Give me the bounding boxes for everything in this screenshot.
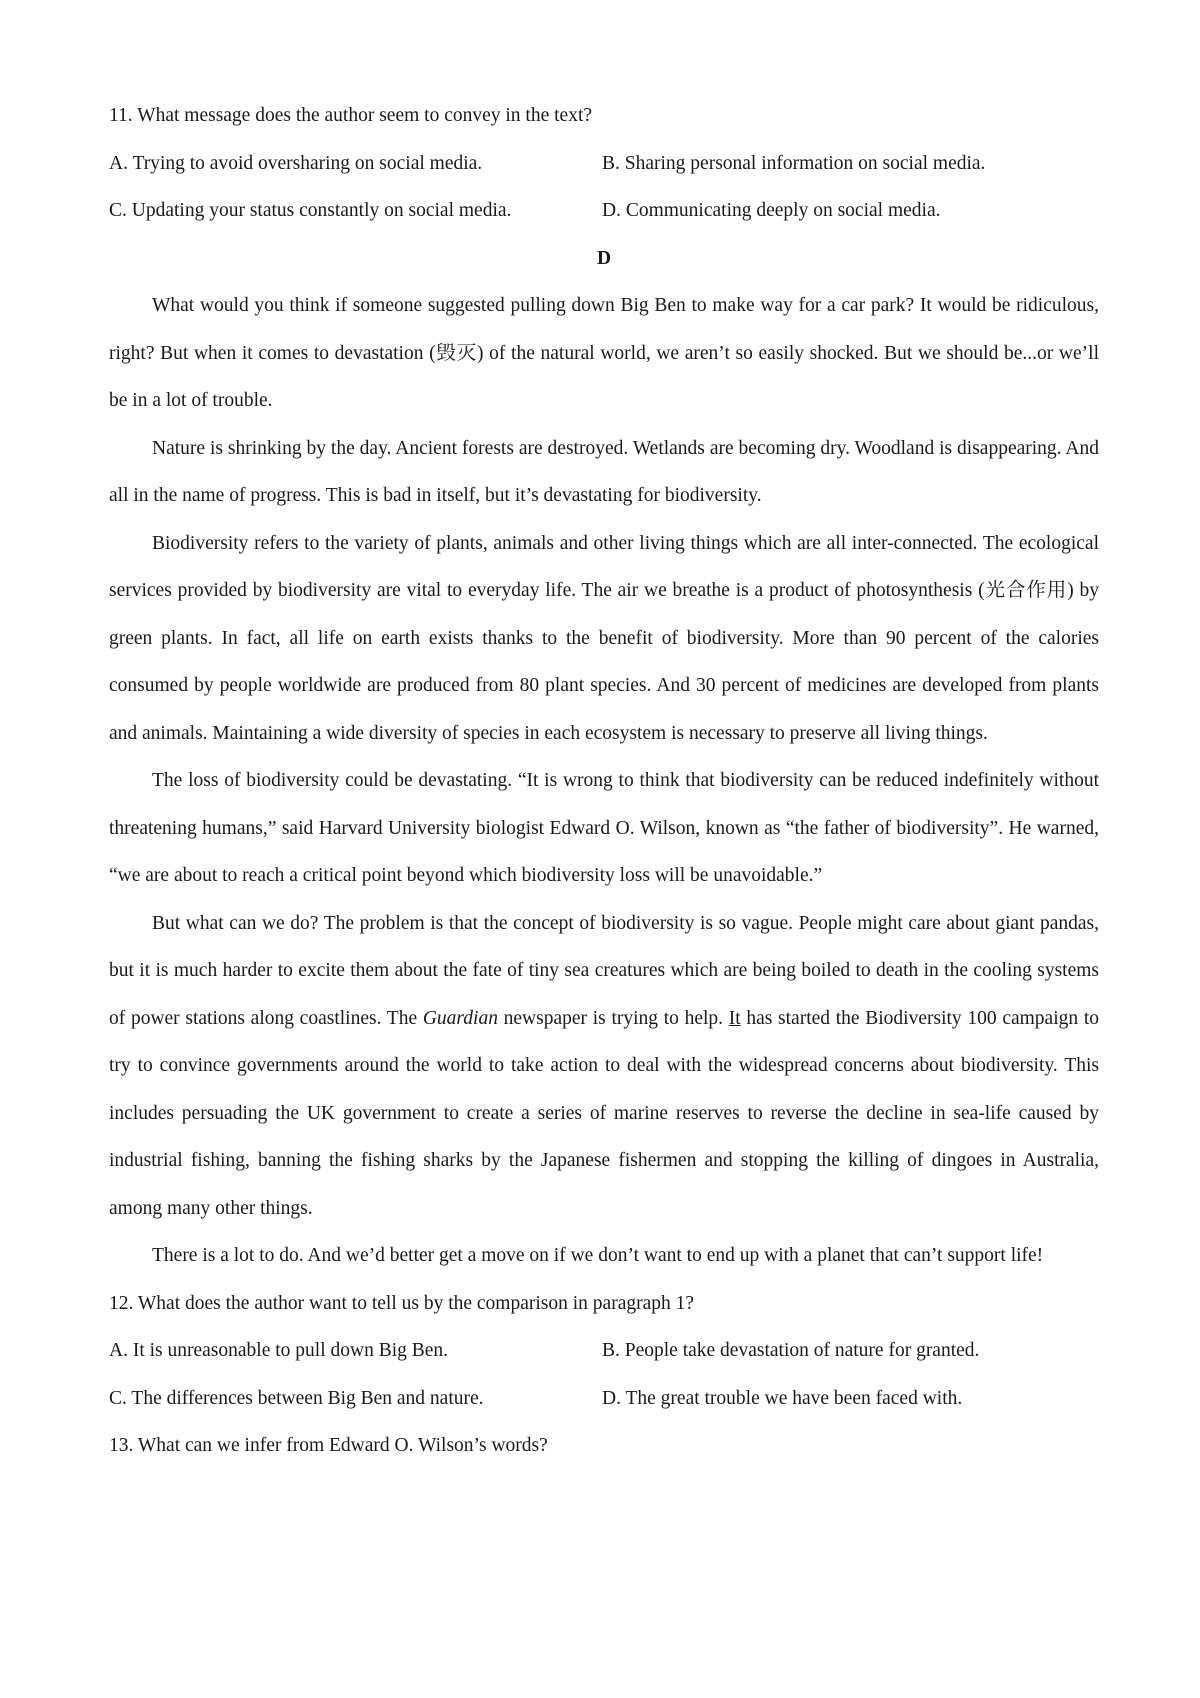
q13-stem: 13. What can we infer from Edward O. Wilson’s words?: [109, 1435, 548, 1456]
q12-option-a: A. It is unreasonable to pull down Big Ben.: [109, 1340, 449, 1361]
q11-option-c: C. Updating your status constantly on social media.: [109, 200, 512, 221]
paragraph-5-part-a: But what can we do? The problem is that the concept of biodiversity is so vague. People might care about giant pandas, but it is much harder to excite them about the fate of tiny sea creatures which are being boiled to death in the cooling systems of power stations along coastlines. The: [109, 912, 1099, 1029]
q12-option-d: D. The great trouble we have been faced with.: [602, 1387, 963, 1409]
q12-option-b: B. People take devastation of nature for granted.: [602, 1340, 980, 1361]
q12-options-row-1: [109, 1327, 1099, 1375]
passage-d-title: D: [596, 247, 612, 269]
paragraph-5-part-c: has started the Biodiversity 100 campaign to try to convince governments around the world to take action to deal with the widespread concerns about biodiversity. This includes persuading the UK government to create a series of marine reserves to reverse the decline in sea-life caused by industrial fishing, banning the fishing sharks by the Japanese fishermen and stopping the killing of dingoes in Australia, among many other things.: [109, 1007, 1099, 1219]
paragraph-5-part-b: newspaper is trying to help.: [497, 1007, 729, 1029]
exam-page: [109, 92, 1099, 1470]
guardian-italic: Guardian: [422, 1007, 498, 1029]
passage-paragraph-5: [109, 900, 1099, 1233]
underlined-it: It: [728, 1007, 741, 1029]
passage-paragraph-3: Biodiversity refers to the variety of plants, animals and other living things which are all inter-connected. The ecological services provided by biodiversity are vital to everyday life. The air we breathe is a product of photosynthesis (光合作用) by green plants. In fact, all life on earth exists thanks to the benefit of biodiversity. More than 90 percent of the calories consumed by people worldwide are produced from 80 plant species. And 30 percent of medicines are developed from plants and animals. Maintaining a wide diversity of species in each ecosystem is necessary to preserve all living things.: [109, 532, 1099, 744]
q11-option-a: A. Trying to avoid oversharing on social media.: [109, 152, 483, 174]
q12-option-c: C. The differences between Big Ben and nature.: [109, 1387, 484, 1409]
q11-stem: 11. What message does the author seem to convey in the text?: [109, 105, 593, 126]
q11-option-b: B. Sharing personal information on social media.: [602, 152, 986, 174]
q11-option-d: D. Communicating deeply on social media.: [602, 200, 941, 221]
passage-paragraph-6: There is a lot to do. And we’d better get a move on if we don’t want to end up with a planet that can’t support life!: [152, 1245, 1044, 1266]
passage-paragraph-1: What would you think if someone suggested pulling down Big Ben to make way for a car park? It would be ridiculous, right? But when it comes to devastation (毁灭) of the natural world, we aren’t so easily shocked. But we should be...or we’ll be in a lot of trouble.: [109, 295, 1099, 411]
passage-paragraph-4: The loss of biodiversity could be devastating. “It is wrong to think that biodiversity can be reduced indefinitely without threatening humans,” said Harvard University biologist Edward O. Wilson, known as “the father of biodiversity”. He warned, “we are about to reach a critical point beyond which biodiversity loss will be unavoidable.”: [109, 770, 1099, 886]
q12-stem: 12. What does the author want to tell us by the comparison in paragraph 1?: [109, 1292, 695, 1314]
passage-paragraph-2: Nature is shrinking by the day. Ancient forests are destroyed. Wetlands are becoming dry. Woodland is disappearing. And all in the name of progress. This is bad in itself, but it’s devastating for biodiversity.: [109, 437, 1099, 506]
q12-options-row-2: [109, 1375, 1099, 1423]
q11-options-row-2: [109, 187, 1099, 235]
q11-options-row-1: [109, 140, 1099, 188]
